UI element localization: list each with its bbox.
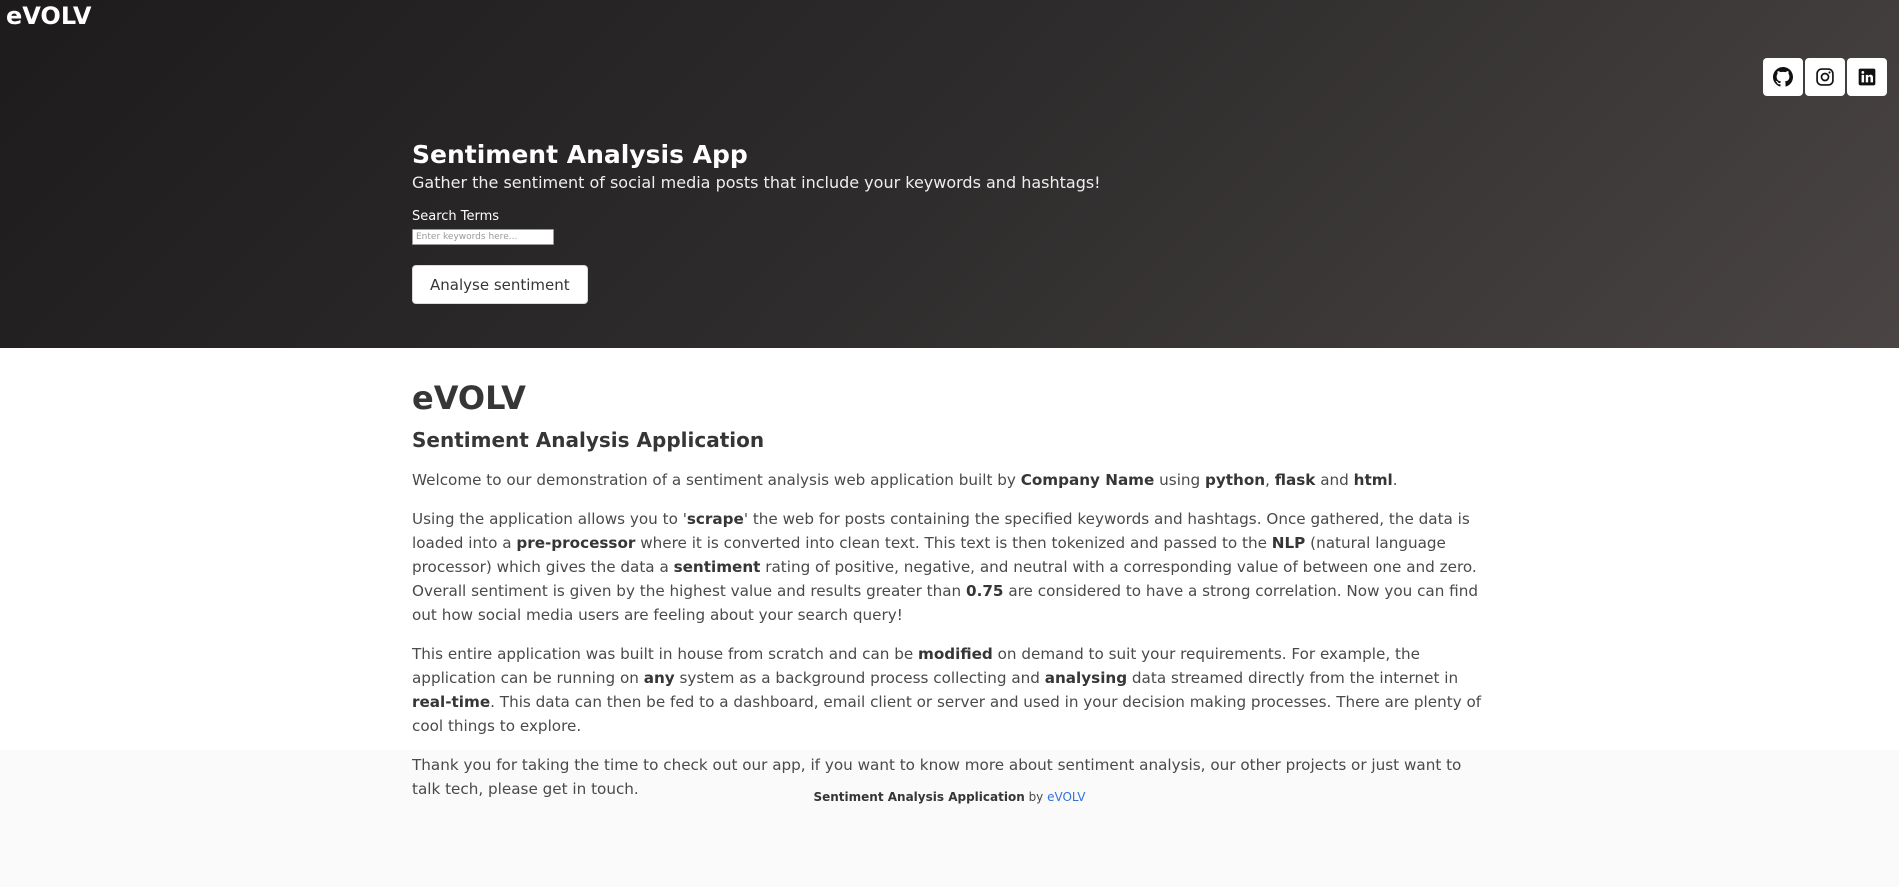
linkedin-button[interactable]	[1847, 58, 1887, 96]
text-fragment: on demand to suit your requirements. For example, the application can be running on	[412, 645, 1420, 687]
hero-subtitle: Gather the sentiment of social media posts that include your keywords and hashtags!	[412, 173, 1101, 192]
footer-by: by	[1024, 790, 1048, 804]
text-fragment: data streamed directly from the internet in	[1127, 669, 1459, 687]
linkedin-icon	[1857, 67, 1877, 87]
social-links	[1763, 58, 1887, 96]
search-terms-label: Search Terms	[412, 209, 500, 224]
about-paragraph-3	[412, 642, 1492, 738]
hero-content	[412, 138, 1101, 304]
about-heading: eVOLV	[412, 379, 526, 417]
bold-real-time: real-time	[412, 693, 491, 711]
text-fragment: Welcome to our demonstration of a sentiment analysis web application built by	[412, 471, 1021, 489]
footer-link[interactable]: eVOLV	[1047, 790, 1086, 804]
text-fragment: ' the web for posts containing the specified keywords and hashtags. Once gathered, the data is loaded into a	[412, 510, 1470, 552]
brand-logo[interactable]: eVOLV	[6, 2, 92, 30]
bold-python: python	[1205, 471, 1266, 489]
text-fragment: Using the application allows you to '	[412, 510, 687, 528]
search-input[interactable]	[412, 229, 554, 245]
bold-pre-processor: pre-processor	[516, 534, 636, 552]
github-button[interactable]	[1763, 58, 1803, 96]
bold-flask: flask	[1274, 471, 1316, 489]
text-fragment: . This data can then be fed to a dashboard, email client or server and used in your decision making processes. There are plenty of cool things to explore.	[412, 693, 1482, 735]
text-fragment: are considered to have a strong correlation. Now you can find out how social media users are feeling about your search query!	[412, 582, 1479, 624]
hero-title: Sentiment Analysis App	[412, 140, 748, 169]
about-section	[0, 348, 1899, 798]
instagram-button[interactable]	[1805, 58, 1845, 96]
bold-nlp: NLP	[1271, 534, 1306, 552]
bold-html: html	[1353, 471, 1393, 489]
bold-company-name: Company Name	[1020, 471, 1155, 489]
text-fragment: .	[1392, 471, 1398, 489]
text-fragment: where it is converted into clean text. This text is then tokenized and passed to the	[635, 534, 1272, 552]
text-fragment: system as a background process collecting and	[674, 669, 1045, 687]
text-fragment: rating of positive, negative, and neutral with a corresponding value of between one and zero. Overall sentiment is given by the highest value and results greater than	[412, 558, 1477, 600]
instagram-icon	[1815, 67, 1835, 87]
bold-analysing: analysing	[1044, 669, 1128, 687]
text-fragment: using	[1154, 471, 1206, 489]
bold-scrape: scrape	[686, 510, 744, 528]
bold-threshold: 0.75	[966, 582, 1004, 600]
github-icon	[1773, 67, 1793, 87]
text-fragment: ,	[1265, 471, 1275, 489]
about-paragraph-4: Thank you for taking the time to check out our app, if you want to know more about sentiment analysis, our other projects or just want to talk tech, please get in touch.	[412, 756, 1462, 798]
text-fragment: (natural language processor) which gives the data a	[412, 534, 1446, 576]
bold-sentiment: sentiment	[673, 558, 761, 576]
about-paragraph-1	[412, 468, 1492, 492]
bold-any: any	[643, 669, 675, 687]
text-fragment: and	[1315, 471, 1354, 489]
about-subheading: Sentiment Analysis Application	[412, 428, 765, 452]
footer-app-name: Sentiment Analysis Application	[813, 790, 1025, 804]
text-fragment: This entire application was built in house from scratch and can be	[412, 645, 919, 663]
about-paragraph-2	[412, 507, 1492, 627]
hero-section	[0, 0, 1899, 348]
bold-modified: modified	[918, 645, 993, 663]
analyse-sentiment-button[interactable]: Analyse sentiment	[412, 265, 588, 304]
